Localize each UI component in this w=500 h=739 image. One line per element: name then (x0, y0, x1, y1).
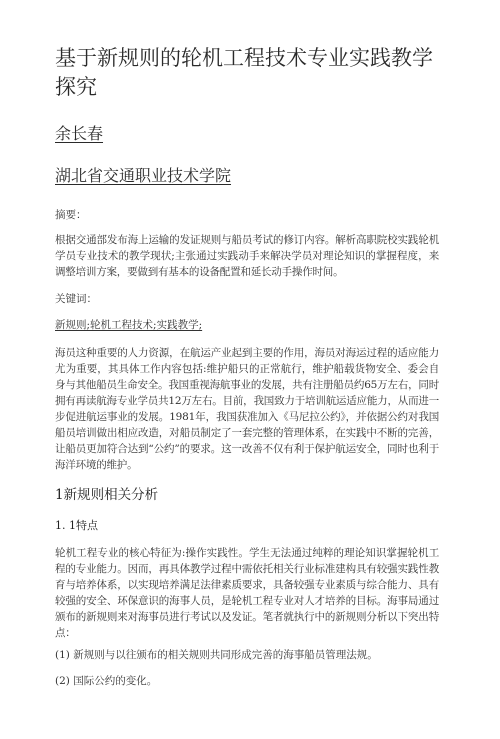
list-item: (1) 新规则与以往颁布的相关规则共同形成完善的海事船员管理法规。 (55, 649, 378, 661)
intro-paragraph: 海员这种重要的人力资源，在航运产业起到主要的作用，海员对海运过程的适应能力尤为重要，其具体工作内容包括:维护船只的正常航行，维护船载货物安全、委会自身与其他船员生命安全。我国重视海航事业的发展，共有注册船员约65万左右，同时拥有再读航海专业学员共12万左右。目前，我国致力于培训航运适应能力，从而进一步促进航运事业的发展。1981年，我国获准加入《马尼拉公约》，并依据公约对我国船员培训做出相应改造，对船员制定了一套完整的管理体系，在实践中不断的完善，让船员更加符合达到“公约”的要求。这一改善不仅有利于保护航运安全，同时也利于海洋环境的维护。 (55, 347, 439, 471)
author-name[interactable]: 余长春 (55, 124, 104, 143)
keywords-label: 关键词： (55, 293, 97, 305)
author-affiliation[interactable]: 湖北省交通职业技术学院 (55, 166, 232, 185)
list-item: (2) 国际公约的变化。 (55, 675, 158, 687)
abstract-text: 根据交通部发布海上运输的发证规则与船员考试的修订内容。解析高职院校实践轮机学员专业技术的教学现状;主张通过实践动手来解决学员对理论知识的掌握程度，来调整培训方案，要做到有基本的设备配置和延长动手操作时间。 (55, 234, 439, 278)
subsection-heading: 1. 1特点 (55, 519, 98, 532)
section-heading: 1新规则相关分析 (55, 487, 159, 503)
section-paragraph: 轮机工程专业的核心特征为:操作实践性。学生无法通过纯粹的理论知识掌握轮机工程的专业能力。因而，再具体教学过程中需依托相关行业标准建构具有较强实践性教育与培养体系，以实现培养满足法律素质要求，具备较强专业素质与综合能力、具有较强的安全、环保意识的海事人员，是轮机工程专业对人才培养的目标。海事局通过颁布的新规则来对海事员进行考试以及发证。笔者就执行中的新规则分析以下突出特点： (55, 547, 439, 639)
keywords-list[interactable]: 新规则;轮机工程技术;实践教学; (55, 319, 203, 331)
paper-title: 基于新规则的轮机工程技术专业实践教学探究 (55, 46, 433, 99)
abstract-label: 摘要： (55, 209, 87, 221)
